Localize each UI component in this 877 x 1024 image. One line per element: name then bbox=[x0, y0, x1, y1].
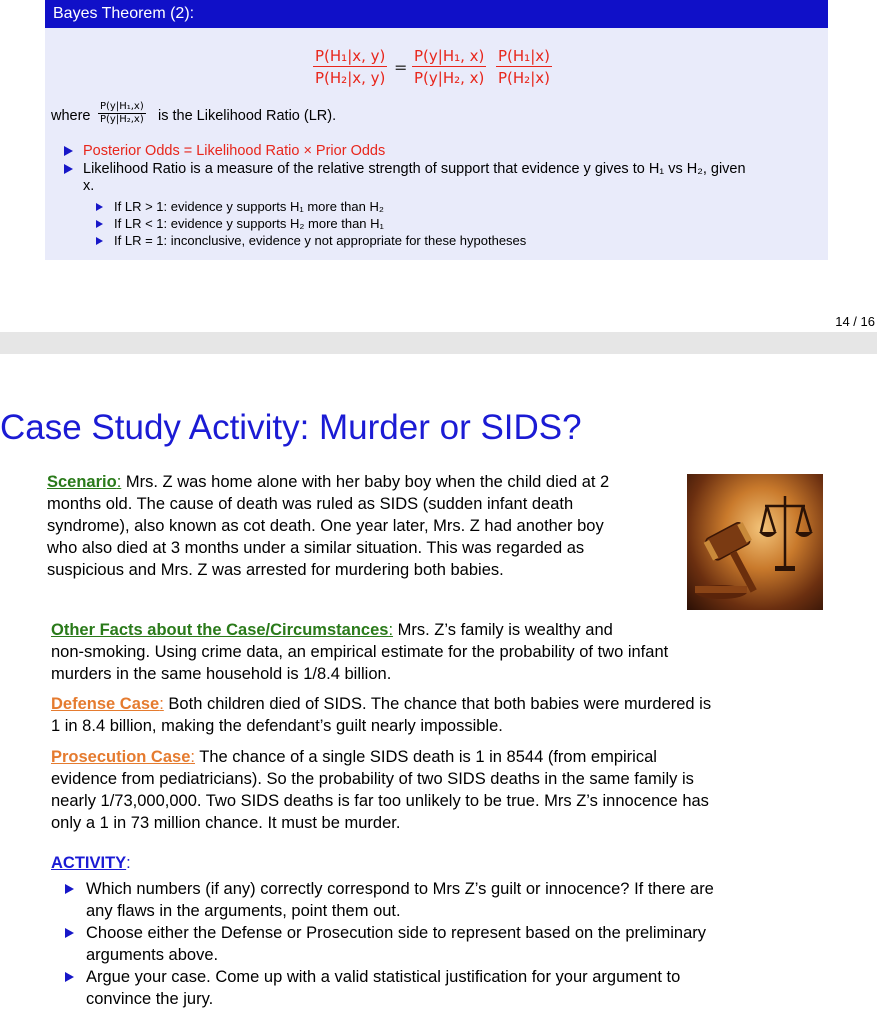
sub-bullet-lr-greater: If LR > 1: evidence y supports H₁ more than H₂ bbox=[114, 199, 384, 214]
scenario-line: suspicious and Mrs. Z was arrested for murdering both babies. bbox=[47, 561, 504, 579]
facts-line: murders in the same household is 1/8.4 billion. bbox=[51, 665, 392, 683]
prosecution-line: nearly 1/73,000,000. Two SIDS deaths is far too unlikely to be true. Mrs Z’s innocence has bbox=[51, 792, 709, 810]
defense-line: 1 in 8.4 billion, making the defendant’s guilt nearly impossible. bbox=[51, 717, 503, 735]
gavel-scales-icon bbox=[687, 474, 823, 610]
activity-item-3 bbox=[86, 966, 680, 1010]
facts-label: Other Facts about the Case/Circumstances bbox=[51, 621, 389, 639]
bullet-triangle-icon bbox=[65, 928, 74, 938]
posterior-odds-fraction bbox=[313, 47, 387, 87]
prior-odds-fraction bbox=[496, 47, 552, 87]
equals-sign: = bbox=[394, 58, 408, 77]
likelihood-denominator: P(y|H₂, x) bbox=[414, 69, 485, 87]
scenario-colon: : bbox=[116, 473, 122, 491]
sub-bullet-lr-equal: If LR = 1: inconclusive, evidence y not appropriate for these hypotheses bbox=[114, 233, 527, 248]
prior-denominator: P(H₂|x) bbox=[498, 69, 550, 87]
prosecution-colon: : bbox=[190, 748, 195, 766]
activity-item-line: any flaws in the arguments, point them out. bbox=[86, 902, 401, 920]
gavel-scales-image bbox=[687, 474, 823, 610]
facts-paragraph bbox=[51, 619, 668, 685]
sub-bullet-triangle-icon bbox=[96, 203, 103, 211]
page-number: 14 / 16 bbox=[835, 314, 875, 329]
facts-colon: : bbox=[388, 621, 394, 639]
slide-title: Case Study Activity: Murder or SIDS? bbox=[0, 408, 582, 447]
activity-item-line: arguments above. bbox=[86, 946, 219, 964]
facts-line: non-smoking. Using crime data, an empirical estimate for the probability of two infant bbox=[51, 643, 669, 661]
sub-bullet-triangle-icon bbox=[96, 237, 103, 245]
defense-line: Both children died of SIDS. The chance that both babies were murdered is bbox=[168, 695, 712, 713]
prosecution-line: evidence from pediatricians). So the probability of two SIDS deaths in the same family is bbox=[51, 770, 694, 788]
sub-bullet-lr-less: If LR < 1: evidence y supports H₂ more than H₁ bbox=[114, 216, 384, 231]
slide-separator bbox=[0, 332, 877, 354]
scenario-paragraph bbox=[47, 471, 609, 581]
bullet-posterior-odds: Posterior Odds = Likelihood Ratio × Prior Odds bbox=[83, 143, 386, 159]
scenario-line: Mrs. Z was home alone with her baby boy when the child died at 2 bbox=[125, 473, 610, 491]
bullet-triangle-icon bbox=[65, 972, 74, 982]
prior-numerator: P(H₁|x) bbox=[498, 47, 550, 65]
bullet-triangle-icon bbox=[65, 884, 74, 894]
activity-item-line: convince the jury. bbox=[86, 990, 214, 1008]
scenario-line: months old. The cause of death was ruled as SIDS (sudden infant death bbox=[47, 495, 574, 513]
lr-inline-fraction bbox=[98, 101, 146, 125]
likelihood-numerator: P(y|H₁, x) bbox=[414, 47, 485, 65]
bullet-likelihood-ratio-cont: x. bbox=[83, 178, 95, 194]
activity-heading bbox=[51, 852, 131, 874]
prosecution-line: The chance of a single SIDS death is 1 in 8544 (from empirical bbox=[199, 748, 657, 766]
lr-inline-numerator: P(y|H₁,x) bbox=[100, 101, 144, 112]
scenario-label: Scenario bbox=[47, 473, 117, 491]
activity-item-line: Argue your case. Come up with a valid statistical justification for your argument to bbox=[86, 968, 681, 986]
likelihood-ratio-fraction bbox=[412, 47, 486, 87]
activity-colon: : bbox=[126, 854, 131, 872]
scenario-line: who also died at 3 months under a similar situation. This was regarded as bbox=[47, 539, 585, 557]
activity-item-line: Choose either the Defense or Prosecution side to represent based on the preliminary bbox=[86, 924, 707, 942]
sub-bullet-triangle-icon bbox=[96, 220, 103, 228]
bullet-triangle-icon bbox=[64, 146, 73, 156]
lr-inline-denominator: P(y|H₂,x) bbox=[100, 114, 144, 125]
prosecution-label: Prosecution Case bbox=[51, 748, 191, 766]
bullet-likelihood-ratio: Likelihood Ratio is a measure of the relative strength of support that evidence y gives to H₁ vs H₂, given bbox=[83, 161, 746, 177]
facts-line: Mrs. Z’s family is wealthy and bbox=[397, 621, 613, 639]
prosecution-paragraph bbox=[51, 746, 709, 834]
activity-label: ACTIVITY bbox=[51, 854, 127, 872]
defense-paragraph bbox=[51, 693, 711, 737]
where-prefix: where bbox=[51, 108, 91, 124]
posterior-denominator: P(H₂|x, y) bbox=[315, 69, 386, 87]
posterior-numerator: P(H₁|x, y) bbox=[315, 47, 386, 65]
activity-item-2 bbox=[86, 922, 706, 966]
defense-label: Defense Case bbox=[51, 695, 160, 713]
scenario-line: syndrome), also known as cot death. One year later, Mrs. Z had another boy bbox=[47, 517, 604, 535]
bullet-triangle-icon bbox=[64, 164, 73, 174]
activity-item-1 bbox=[86, 878, 714, 922]
defense-colon: : bbox=[159, 695, 164, 713]
activity-item-line: Which numbers (if any) correctly correspond to Mrs Z’s guilt or innocence? If there are bbox=[86, 880, 714, 898]
where-suffix: is the Likelihood Ratio (LR). bbox=[158, 108, 337, 124]
block-title: Bayes Theorem (2): bbox=[45, 0, 828, 28]
prosecution-line: only a 1 in 73 million chance. It must be murder. bbox=[51, 814, 401, 832]
